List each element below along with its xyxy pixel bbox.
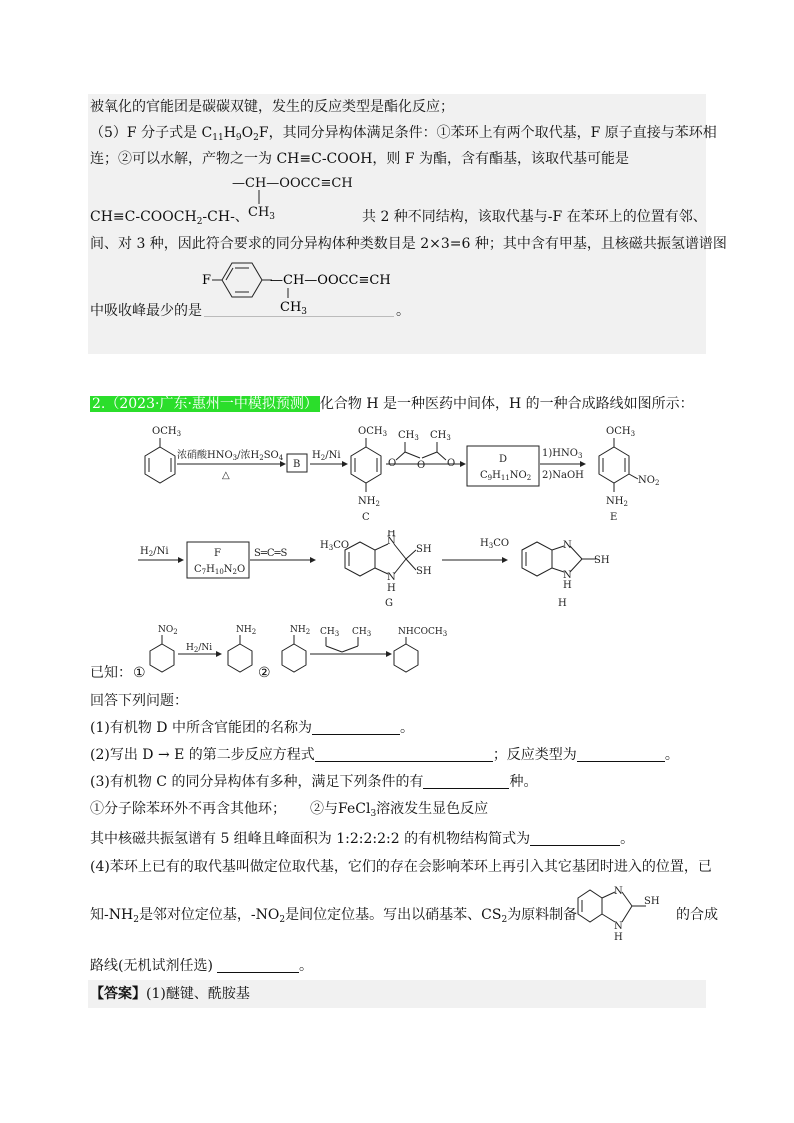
question-stem: 化合物 H 是一种医药中间体，H 的一种合成路线如图所示： [319, 396, 694, 412]
known-label [90, 664, 132, 682]
compound-f-formula: $C_7H_{10}N_2O$ [194, 564, 246, 576]
anhydride-ch3-2: $CH_3$ [430, 430, 451, 442]
fluorine-label: F [202, 273, 212, 288]
solution-line-2 [90, 124, 717, 147]
f-molecule-structure [200, 258, 400, 318]
text: 。 [298, 958, 313, 974]
g-h2: H [387, 583, 396, 594]
e-nh2-label: $NH_2$ [606, 496, 628, 508]
text: 2 [133, 915, 139, 925]
solution-line-3 [90, 150, 629, 168]
text: 9 [235, 133, 242, 143]
h-och3: $H_3CO$ [480, 538, 510, 550]
text: (4)苯环上已有的取代基叫做定位取代基，它们的存在会影响苯环上再引入其它基团时进入的位置，已 [90, 859, 712, 875]
text: 知-NH [90, 907, 134, 923]
substituent-methyl [248, 204, 275, 226]
substituent-structure [232, 175, 353, 193]
solution-line-1 [90, 98, 454, 116]
g-sh1: SH [416, 544, 432, 555]
question-1 [90, 719, 414, 737]
known-h2ni: $H_2/Ni$ [186, 643, 213, 654]
answer-line [90, 985, 250, 1003]
text: 其中核磁共振氢谱有 5 组峰且峰面积为 1:2:2:2:2 的有机物结构简式为 [90, 831, 531, 847]
text: 连；②可以水解，产物之一为 CH≡C-COOH，则 F 为酯，含有酯基，该取代基可能是 [90, 151, 630, 167]
text: 为原料制备 [507, 907, 578, 923]
text: ② [258, 665, 271, 681]
question-4-line2-end [676, 906, 718, 924]
question-3-structure [90, 830, 634, 848]
compound-d-formula: $C_9H_{11}NO_2$ [480, 470, 532, 482]
known-no2: $NO_2$ [158, 625, 178, 636]
prompt [90, 692, 188, 710]
solution-line-6 [90, 302, 202, 320]
solution-line-4b [362, 208, 707, 226]
target-molecule-structure [570, 884, 680, 944]
target-n2: N [614, 921, 623, 932]
text: 11 [212, 133, 224, 143]
solution-text: 被氧化的官能团是碳碳双键，发生的反应类型是酯化反应； [90, 99, 454, 115]
compound-d: D [499, 454, 508, 465]
text: 。 [399, 720, 414, 736]
known-reactions [130, 622, 470, 682]
synthesis-scheme-row2 [130, 530, 770, 620]
question-3 [90, 773, 537, 791]
text: 是间位定位基。写出以硝基苯、CS [285, 907, 502, 923]
c-nh2-label: $NH_2$ [358, 496, 380, 508]
text: 路线(无机试剂任选) [90, 958, 213, 974]
g-och3: $H_3CO$ [320, 540, 350, 552]
text: 。 [664, 747, 679, 763]
text: 2 [253, 133, 259, 143]
g-h1: H [387, 530, 396, 539]
methyl-label: $CH_3$ [280, 300, 308, 317]
anhydride-ch3-1: $CH_3$ [398, 430, 419, 442]
step2-reagent: 2)NaOH [542, 470, 584, 481]
text: 间、对 3 种，因此符合要求的同分异构体种类数目是 2×3=6 种；其中含有甲基，且核磁共振氢谱谱图 [90, 236, 727, 252]
compound-c-label: C [362, 512, 370, 523]
compound-f: F [214, 548, 221, 559]
text: (2)写出 D → E 的第二步反应方程式 [90, 747, 315, 763]
text: 3 [269, 212, 276, 222]
c-och3-label: $OCH_3$ [358, 426, 388, 438]
g-n1: N [387, 536, 396, 547]
text: -、 [230, 209, 249, 225]
g-sh2: SH [416, 566, 432, 577]
text: F，其同分异构体满足条件：①苯环上有两个取代基，F 原子直接与苯环相 [258, 125, 717, 141]
e-no2-label: $NO_2$ [638, 475, 660, 487]
answer-blank-6[interactable] [217, 958, 299, 973]
text: O [241, 125, 254, 141]
cs2-reagent: S═C═S [254, 548, 288, 559]
text: 已知： [90, 665, 132, 681]
answer-text: (1)醚键、酰胺基 [146, 986, 250, 1002]
text: H [223, 125, 236, 141]
h-n2: N [563, 570, 572, 581]
text: CH≡C-COOCH [90, 209, 197, 225]
e-och3-label: $OCH_3$ [606, 426, 636, 438]
h-h: H [563, 580, 572, 591]
answer-label: 【答案】 [90, 986, 146, 1002]
known-nh2: $NH_2$ [236, 625, 257, 636]
known-circle-2 [258, 664, 271, 682]
text: 的合成 [676, 907, 718, 923]
text: ②与FeCl [310, 801, 371, 817]
condition-1 [90, 800, 286, 818]
text: 2 [196, 217, 203, 227]
compound-e-label: E [610, 512, 618, 523]
answer-underline [204, 316, 394, 317]
och3-label: $OCH_3$ [152, 426, 182, 438]
step1-reagent: $1)HNO_3$ [542, 448, 583, 460]
known-circle-1 [133, 664, 146, 682]
text: CH [248, 205, 270, 220]
anhydride-o-2: O [417, 460, 426, 471]
h2ni-reagent: $H_2/Ni$ [312, 450, 341, 462]
solution-line-6-end [396, 302, 410, 320]
question-2 [90, 746, 679, 764]
text: 是邻对位定位基，-NO [138, 907, 280, 923]
text: (3)有机物 C 的同分异构体有多种，满足下列条件的有 [90, 774, 424, 790]
question-header [90, 395, 694, 413]
target-h: H [614, 932, 623, 943]
anhydride-o-1: O [388, 458, 397, 469]
known2-nh2: $NH_2$ [290, 625, 311, 636]
text: —CH—OOCC≡CH [232, 176, 353, 191]
compound-g-label: G [385, 598, 393, 609]
compound-b: B [293, 459, 301, 470]
answer-blank-5[interactable] [530, 831, 620, 846]
text: 共 2 种不同结构，该取代基与-F 在苯环上的位置有邻、 [362, 209, 707, 225]
answer-blank-2[interactable] [315, 747, 493, 762]
text: 2 [279, 915, 286, 925]
g-n2: N [387, 572, 396, 583]
text: 种。 [509, 774, 538, 790]
synthesis-scheme-row1 [130, 420, 770, 535]
text: ①分子除苯环外不再含其他环； [90, 801, 286, 817]
text: 中吸收峰最少的是 [90, 303, 202, 319]
text: 3 [370, 809, 377, 819]
solution-line-5 [90, 235, 727, 253]
known-anhydride-ch3-1: $CH_3$ [320, 627, 340, 638]
anhydride-o-3: O [447, 458, 456, 469]
h-n1: N [563, 540, 572, 551]
ester-chain-label: —CH—OOCC≡CH [270, 273, 391, 288]
text: 。 [620, 831, 635, 847]
text: （5）F 分子式是 C [90, 125, 213, 141]
text: 回答下列问题： [90, 693, 188, 709]
condition-2 [310, 800, 488, 823]
text: 2 [501, 915, 508, 925]
text: 。 [396, 303, 410, 319]
target-n1: N [614, 886, 623, 897]
heat-symbol: △ [222, 470, 230, 481]
solution-line-4 [90, 208, 249, 231]
answer-blank-3[interactable] [577, 747, 665, 762]
answer-blank-4[interactable] [423, 774, 509, 789]
known-nhcoch3: $NHCOCH_3$ [398, 627, 448, 638]
question-4-line2 [90, 906, 577, 929]
row2-h2ni: $H_2/Ni$ [140, 546, 169, 558]
text: 溶液发生显色反应 [376, 801, 489, 817]
answer-blank-1[interactable] [312, 720, 400, 735]
question-4-line3 [90, 957, 313, 975]
h-sh: SH [594, 555, 610, 566]
target-sh: SH [644, 896, 660, 907]
text: -CH [202, 209, 231, 225]
question-4-line1 [90, 858, 712, 876]
text: ；反应类型为 [492, 747, 577, 763]
text: (1)有机物 D 中所含官能团的名称为 [90, 720, 312, 736]
text: ① [133, 665, 146, 681]
known-anhydride-ch3-2: $CH_3$ [352, 627, 372, 638]
question-source-highlight: 2.（2023·广东·惠州一中模拟预测） [92, 396, 318, 412]
compound-h-label: H [558, 598, 567, 609]
nitration-reagent: 浓硝酸$HNO_3/$浓$H_2SO_4$ [177, 450, 284, 462]
